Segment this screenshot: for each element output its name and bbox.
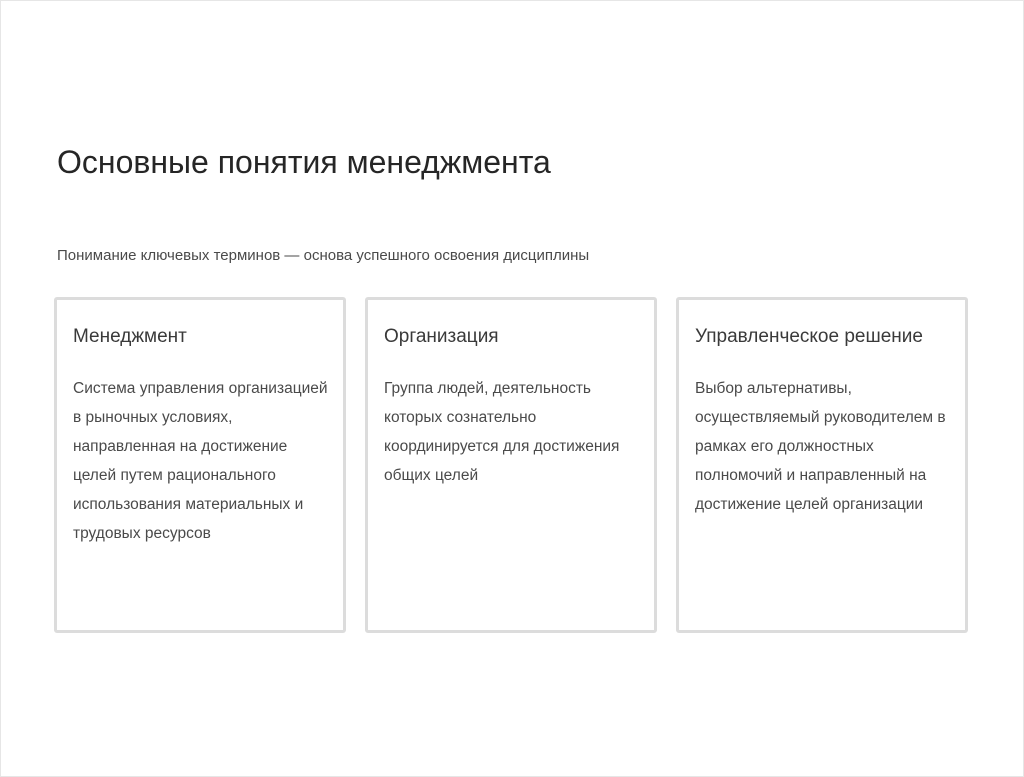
- card-title: Менеджмент: [73, 326, 187, 347]
- card-organization: [365, 297, 657, 633]
- slide-subtitle: Понимание ключевых терминов — основа успешного освоения дисциплины: [57, 247, 590, 264]
- card-title: Управленческое решение: [695, 326, 923, 347]
- card-text: Система управления организацией в рыночных условиях, направленная на достижение целей путем рационального использования материальных и трудовых ресурсов: [73, 380, 328, 542]
- card-title: Организация: [384, 326, 499, 347]
- card-text: Группа людей, деятельность которых сознательно координируется для достижения общих целей: [384, 380, 620, 484]
- card-management: [54, 297, 346, 633]
- slide-title: Основные понятия менеджмента: [57, 144, 551, 180]
- card-text: Выбор альтернативы, осуществляемый руководителем в рамках его должностных полномочий и направленный на достижение целей организации: [695, 380, 946, 513]
- card-management-decision: [676, 297, 968, 633]
